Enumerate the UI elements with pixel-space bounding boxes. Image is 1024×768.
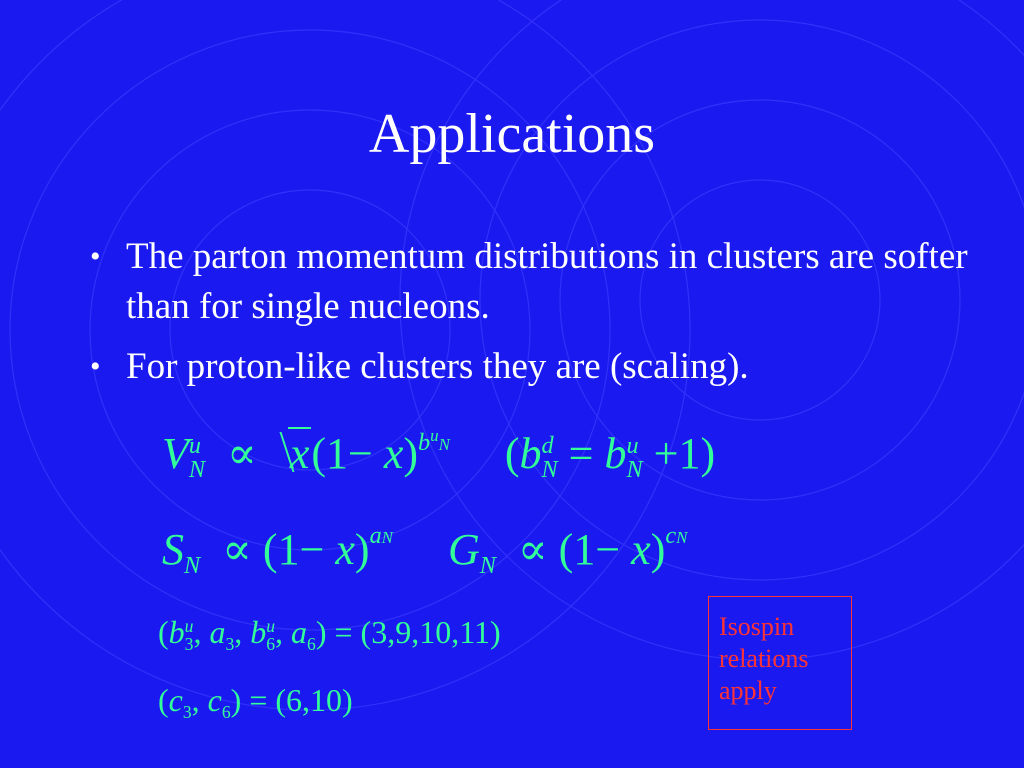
bullet-dot-icon: •	[90, 350, 101, 383]
note-line: relations	[719, 644, 809, 673]
slide-title: Applications	[368, 103, 656, 165]
bullet-list	[90, 232, 970, 402]
isospin-note-box	[708, 596, 852, 730]
equation-valence: V u N ∝ x(1− x) $b^uN$ (b d N = b u N +1)	[162, 426, 716, 483]
bullet-text: The parton momentum distributions in clusters are softer than for single nucleons.	[126, 236, 968, 327]
note-line: apply	[719, 676, 777, 705]
note-line: Isospin	[719, 612, 795, 641]
equation-parameters-b-a: (b u 3 , a 3 , b u 6 , a 6 ) = (3,9,10,11)	[158, 614, 501, 654]
bullet-item	[90, 232, 970, 332]
bullet-text: For proton-like clusters they are (scaling).	[126, 346, 749, 387]
equation-sea-gluon: S N ∝ (1− x) aN G N ∝ (1− x) cN	[162, 522, 688, 579]
bullet-dot-icon: •	[90, 240, 101, 273]
equation-parameters-c: (c 3 , c 6 ) = (6,10)	[158, 682, 353, 722]
sqrt-symbol: x	[268, 428, 312, 479]
bullet-item	[90, 342, 970, 392]
